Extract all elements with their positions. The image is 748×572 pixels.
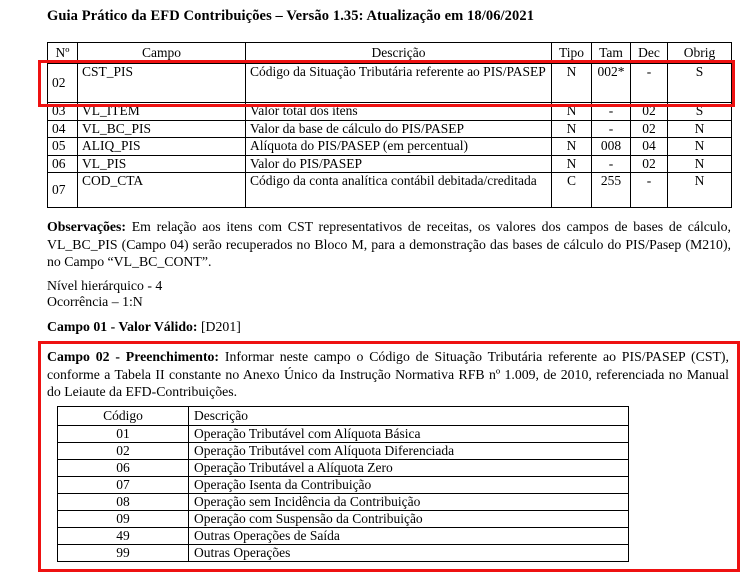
cell-descricao: Operação Tributável a Alíquota Zero — [189, 460, 629, 477]
fields-table — [47, 42, 732, 208]
cst-table-header-row — [58, 407, 629, 426]
cell-tipo: N — [552, 155, 592, 173]
header-tam: Tam — [592, 43, 631, 64]
cell-num: 03 — [48, 103, 78, 121]
cell-campo: VL_ITEM — [78, 103, 246, 121]
cell-tipo: N — [552, 64, 592, 103]
cell-tam: - — [592, 155, 631, 173]
cst-row-08 — [58, 494, 629, 511]
cell-codigo: 07 — [58, 477, 189, 494]
cell-codigo: 09 — [58, 511, 189, 528]
cell-dec: 04 — [631, 138, 668, 156]
cell-obrig: N — [668, 155, 732, 173]
cell-descricao: Operação Tributável com Alíquota Diferenciada — [189, 443, 629, 460]
cell-tam: 255 — [592, 173, 631, 208]
observacoes-paragraph — [47, 218, 731, 271]
cell-num: 05 — [48, 138, 78, 156]
cell-obrig: N — [668, 138, 732, 156]
table-row-cst-pis — [48, 64, 732, 103]
nivel-hierarquico-line: Nível hierárquico - 4 — [47, 277, 163, 293]
campo-01-label: Campo 01 - Valor Válido: — [47, 318, 198, 334]
header-obrig: Obrig — [668, 43, 732, 64]
cell-obrig: S — [668, 64, 732, 103]
table-row-vl-item — [48, 103, 732, 121]
table-row-vl-bc-pis — [48, 120, 732, 138]
cst-row-99 — [58, 545, 629, 562]
cell-tam: 002* — [592, 64, 631, 103]
cell-dec: 02 — [631, 155, 668, 173]
cell-descricao: Valor da base de cálculo do PIS/PASEP — [246, 120, 552, 138]
cell-num: 04 — [48, 120, 78, 138]
cell-tam: - — [592, 120, 631, 138]
cell-descricao: Código da conta analítica contábil debitada/creditada — [246, 173, 552, 208]
header-dec: Dec — [631, 43, 668, 64]
header-descricao: Descrição — [246, 43, 552, 64]
table-row-cod-cta — [48, 173, 732, 208]
cell-obrig: N — [668, 120, 732, 138]
ocorrencia-line: Ocorrência – 1:N — [47, 294, 143, 310]
cst-codes-table — [57, 406, 629, 562]
header-codigo: Código — [58, 407, 189, 426]
campo-01-line — [47, 319, 731, 336]
cell-campo: VL_BC_PIS — [78, 120, 246, 138]
fields-table-wrapper — [47, 42, 731, 208]
cell-obrig: S — [668, 103, 732, 121]
table-row-vl-pis — [48, 155, 732, 173]
cell-codigo: 02 — [58, 443, 189, 460]
cell-tam: 008 — [592, 138, 631, 156]
cell-dec: - — [631, 173, 668, 208]
table-row-aliq-pis — [48, 138, 732, 156]
cell-campo: COD_CTA — [78, 173, 246, 208]
observacoes-label: Observações: — [47, 219, 126, 234]
cell-codigo: 08 — [58, 494, 189, 511]
campo-02-paragraph — [47, 348, 729, 401]
cell-tipo: N — [552, 103, 592, 121]
cell-tipo: N — [552, 138, 592, 156]
header-num: Nº — [48, 43, 78, 64]
cell-descricao: Código da Situação Tributária referente ao PIS/PASEP — [246, 64, 552, 103]
cell-descricao: Alíquota do PIS/PASEP (em percentual) — [246, 138, 552, 156]
cell-dec: 02 — [631, 120, 668, 138]
page-title: Guia Prático da EFD Contribuições – Versão 1.35: Atualização em 18/06/2021 — [47, 8, 535, 24]
cst-row-02 — [58, 443, 629, 460]
cell-num: 02 — [48, 64, 78, 103]
cell-descricao: Operação sem Incidência da Contribuição — [189, 494, 629, 511]
cst-row-07 — [58, 477, 629, 494]
header-descricao: Descrição — [189, 407, 629, 426]
cell-descricao: Outras Operações — [189, 545, 629, 562]
cell-descricao: Valor total dos itens — [246, 103, 552, 121]
header-campo: Campo — [78, 43, 246, 64]
cell-tam: - — [592, 103, 631, 121]
cell-tipo: C — [552, 173, 592, 208]
fields-table-header-row — [48, 43, 732, 64]
campo-02-red-highlight-section — [38, 341, 740, 572]
cst-row-49 — [58, 528, 629, 545]
cst-row-06 — [58, 460, 629, 477]
header-tipo: Tipo — [552, 43, 592, 64]
cell-descricao: Operação Isenta da Contribuição — [189, 477, 629, 494]
cell-codigo: 99 — [58, 545, 189, 562]
cell-descricao: Operação com Suspensão da Contribuição — [189, 511, 629, 528]
cell-dec: 02 — [631, 103, 668, 121]
cell-descricao: Operação Tributável com Alíquota Básica — [189, 426, 629, 443]
cell-campo: VL_PIS — [78, 155, 246, 173]
cell-campo: ALIQ_PIS — [78, 138, 246, 156]
cell-codigo: 49 — [58, 528, 189, 545]
campo-02-text: Informar neste campo o Código de Situação Tributária referente ao PIS/PASEP (CST), conforme a Tabela II constante no Anexo Único da Instrução Normativa RFB nº 1.009, de 2010, referenciada no Manual do Leiaute da EFD-Contribuições. — [47, 349, 729, 400]
observacoes-text: Em relação aos itens com CST representativos de receitas, os valores dos campos de bases de cálculo, VL_BC_PIS (Campo 04) serão recuperados no Bloco M, para a demonstração das bases de cálculo do PIS/Pasep (M210), no Campo “VL_BC_CONT”. — [47, 219, 731, 270]
cell-dec: - — [631, 64, 668, 103]
cell-campo: CST_PIS — [78, 64, 246, 103]
campo-02-label: Campo 02 - Preenchimento: — [47, 349, 220, 365]
cell-num: 07 — [48, 173, 78, 208]
cell-codigo: 06 — [58, 460, 189, 477]
cell-descricao: Outras Operações de Saída — [189, 528, 629, 545]
cell-obrig: N — [668, 173, 732, 208]
cst-row-09 — [58, 511, 629, 528]
cell-codigo: 01 — [58, 426, 189, 443]
cell-num: 06 — [48, 155, 78, 173]
cell-descricao: Valor do PIS/PASEP — [246, 155, 552, 173]
cst-row-01 — [58, 426, 629, 443]
campo-01-value: [D201] — [197, 318, 241, 334]
cell-tipo: N — [552, 120, 592, 138]
